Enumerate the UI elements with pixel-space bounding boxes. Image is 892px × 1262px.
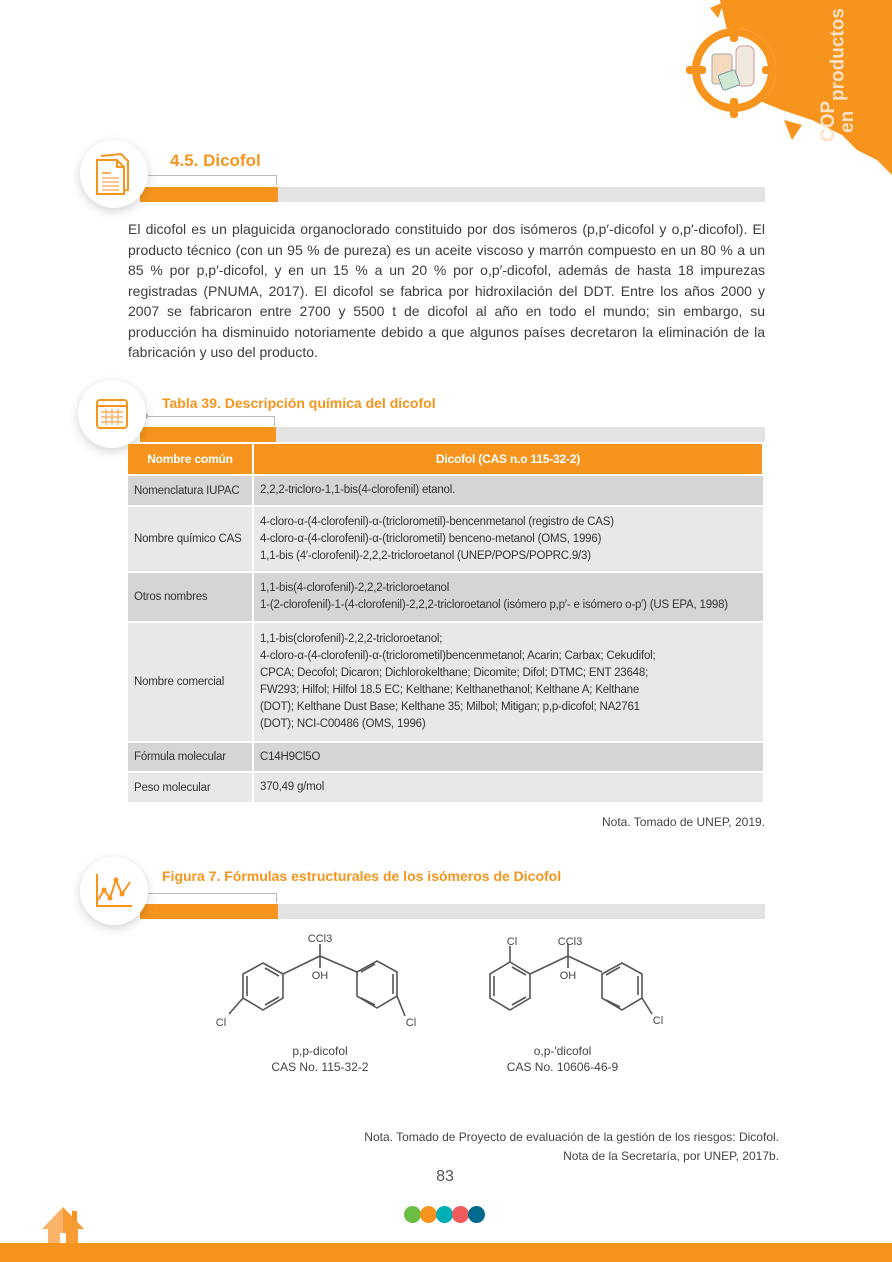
hydroxyl-label: OH <box>311 970 329 982</box>
document-icon <box>95 152 133 196</box>
value-line: 4-cloro-α-(4-clorofenil)-α-(triclorometil) benceno-metanol (OMS, 1996) <box>260 532 602 545</box>
chlorine-label: Cl <box>652 1015 664 1027</box>
molecule-cas: CAS No. 10606-46-9 <box>506 1060 619 1074</box>
value-line: C14H9Cl5O <box>260 750 321 763</box>
line-chart-icon <box>94 872 134 910</box>
row-value <box>253 772 763 802</box>
footer-bar <box>0 1243 892 1262</box>
chapter-label <box>808 8 868 142</box>
section-bar-accent <box>140 187 278 202</box>
chapter-label-line1: COP en <box>818 100 858 142</box>
op-dicofol-structure <box>480 928 680 1038</box>
figure-note-line: Nota de la Secretaría, por UNEP, 2017b. <box>563 1149 779 1163</box>
connector-line <box>146 893 277 903</box>
home-icon[interactable] <box>38 1205 88 1245</box>
row-value <box>253 622 763 742</box>
row-label: Fórmula molecular <box>128 742 253 772</box>
figure-note <box>364 1128 779 1166</box>
table-row <box>128 572 763 622</box>
value-line: CPCA; Decofol; Dicaron; Dichlorokelthane; Dicomite; Difol; DTMC; ENT 23648; <box>260 667 649 679</box>
chlorine-label: Cl <box>215 1017 227 1029</box>
table-caption: Tabla 39. Descripción química del dicofol <box>162 395 436 411</box>
table-grid-icon <box>95 398 129 430</box>
column-header: Dicofol (CAS n.o 115-32-2) <box>253 444 763 475</box>
row-value <box>253 572 763 622</box>
section-paragraph: El dicofol es un plaguicida organoclorado constituido por dos isómeros (p,p′-dicofol y o,p′-dicofol). El producto técnico (con un 95 % de pureza) es un aceite viscoso y marrón compuesto en un 80 % a un 85 % por p,p′-dicofol, y en un 15 % a un 20 % por o,p′-dicofol, además de hasta 18 impurezas registradas (PNUMA, 2017). El dicofol se fabrica por hidroxilación del DDT. Entre los años 2000 y 2007 se fabricaron entre 2700 y 5500 t de dicofol al año en todo el mundo; sin embargo, su producción ha disminuido notoriamente debido a que algunos países decretaron la eliminación de la fabricación y uso del producto. <box>128 221 765 360</box>
chemical-description-table <box>128 444 764 802</box>
color-dot <box>468 1206 485 1223</box>
row-label: Nombre químico CAS <box>128 506 253 572</box>
hydroxyl-label: OH <box>559 970 577 982</box>
molecule-name: p,p-dicofol <box>292 1044 348 1058</box>
figure-note-line: Nota. Tomado de Proyecto de evaluación de la gestión de los riesgos: Dicofol. <box>364 1130 779 1144</box>
table-row <box>128 742 763 772</box>
row-label: Peso molecular <box>128 772 253 802</box>
color-dots <box>404 1206 484 1223</box>
table-row <box>128 622 763 742</box>
page-number: 83 <box>436 1168 454 1185</box>
molecule-name: o,p-′dicofol <box>533 1044 592 1058</box>
pp-dicofol-structure <box>205 928 435 1038</box>
color-dot <box>404 1206 421 1223</box>
table-bar-accent <box>140 427 276 442</box>
value-line: FW293; Hilfol; Hilfol 18.5 EC; Kelthane; Kelthanethanol; Kelthane A; Kelthane <box>260 684 640 696</box>
molecule-label <box>500 1043 625 1075</box>
table-row <box>128 772 763 802</box>
chapter-label-line2: productos <box>827 8 849 102</box>
value-line: 1,1-bis(clorofenil)-2,2,2-tricloroetanol; <box>260 633 443 645</box>
section-icon-circle <box>80 140 148 208</box>
row-value <box>253 475 763 506</box>
table-header-row <box>128 444 763 475</box>
molecule-label <box>260 1043 380 1075</box>
chlorine-label: Cl <box>506 936 518 948</box>
value-line: (DOT); Kelthane Dust Base; Kelthane 35; Milbol; Mitigan; p,p-dicofol; NA2761 <box>260 701 640 713</box>
row-value <box>253 742 763 772</box>
top-group-label: CCl3 <box>557 936 583 948</box>
row-label: Nomenclatura IUPAC <box>128 475 253 506</box>
top-group-label: CCl3 <box>307 933 333 945</box>
value-line: 1,1-bis (4′-clorofenil)-2,2,2-tricloroetanol (UNEP/POPS/POPRC.9/3) <box>260 549 591 562</box>
value-line: 4-cloro-α-(4-clorofenil)-α-(triclorometil)-bencenmetanol (registro de CAS) <box>260 515 614 528</box>
value-line: 1,1-bis(4-clorofenil)-2,2,2-tricloroetanol <box>260 582 450 594</box>
table-note: Nota. Tomado de UNEP, 2019. <box>602 815 765 829</box>
connector-line <box>146 416 275 426</box>
figure-bar-accent <box>140 904 278 919</box>
column-header: Nombre común <box>128 444 253 475</box>
chlorine-label: Cl <box>405 1017 417 1029</box>
color-dot <box>420 1206 437 1223</box>
row-label: Otros nombres <box>128 572 253 622</box>
value-line: 2,2,2-tricloro-1,1-bis(4-clorofenil) etanol. <box>260 484 456 496</box>
figure-icon-circle <box>80 857 148 925</box>
value-line: 370,49 g/mol <box>260 781 325 793</box>
value-line: (DOT); NCI-C00486 (OMS, 1996) <box>260 718 426 730</box>
molecule-cas: CAS No. 115-32-2 <box>271 1060 369 1074</box>
row-label: Nombre comercial <box>128 622 253 742</box>
value-line: 1-(2-clorofenil)-1-(4-clorofenil)-2,2,2-tricloroetanol (isómero p,p′- e isómero o-p′) (US EPA, 1998) <box>260 599 728 611</box>
connector-line <box>146 175 277 185</box>
section-title: 4.5. Dicofol <box>170 151 261 170</box>
target-products-icon <box>686 22 782 118</box>
figure-caption: Figura 7. Fórmulas estructurales de los isómeros de Dicofol <box>162 868 562 884</box>
row-value <box>253 506 763 572</box>
table-row <box>128 475 763 506</box>
table-row <box>128 506 763 572</box>
table-icon-circle <box>78 380 146 448</box>
color-dot <box>452 1206 469 1223</box>
color-dot <box>436 1206 453 1223</box>
value-line: 4-cloro-α-(4-clorofenil)-α-(triclorometil)bencenmetanol; Acarin; Carbax; Cekudifol; <box>260 650 656 662</box>
